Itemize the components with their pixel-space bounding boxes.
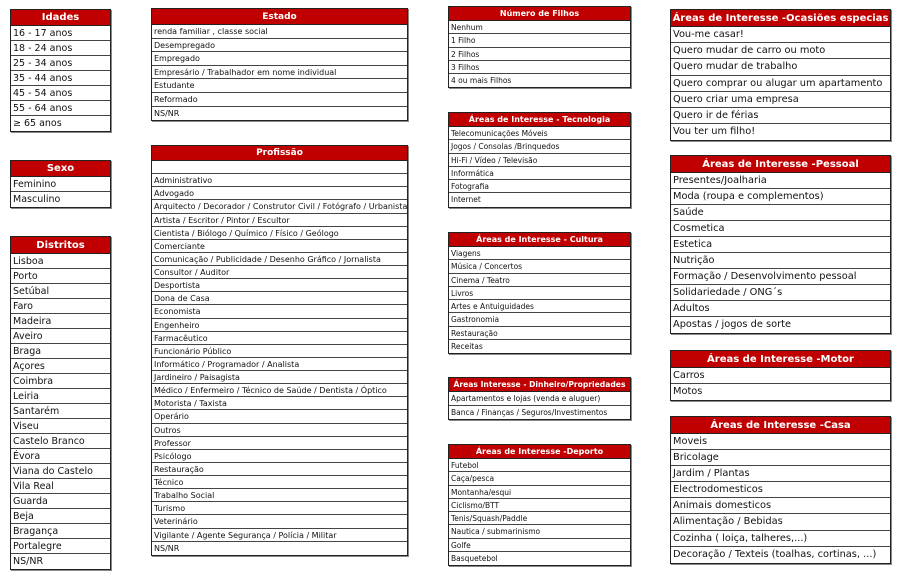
table-motor: [670, 350, 891, 401]
table-cell[interactable]: Moveis: [671, 434, 890, 450]
table-cell[interactable]: Economista: [152, 305, 407, 318]
table-cell[interactable]: Aveiro: [11, 329, 110, 344]
table-cell[interactable]: Tenis/Squash/Paddle: [449, 512, 630, 525]
table-cell[interactable]: NS/NR: [154, 108, 180, 118]
table-cell[interactable]: Operário: [152, 410, 407, 423]
table-cell[interactable]: Cinema / Teatro: [449, 274, 630, 287]
table-cell[interactable]: Médico / Enfermeiro / Técnico de Saúde / Dentista / Óptico: [152, 384, 407, 397]
table-cell[interactable]: Formação / Desenvolvimento pessoal: [671, 269, 890, 285]
table-cell[interactable]: Vou ter um filho!: [673, 126, 756, 138]
table-cell[interactable]: Vou-me casar!: [671, 27, 890, 43]
table-cell[interactable]: ≥ 65 anos: [13, 118, 62, 129]
table-cell[interactable]: Receitas: [451, 342, 483, 352]
table-casa: [670, 416, 891, 564]
table-cell[interactable]: Jardim / Plantas: [671, 466, 890, 482]
table-cell[interactable]: Comerciante: [152, 240, 407, 253]
table-cell[interactable]: Motos: [673, 386, 703, 397]
table-cell[interactable]: Viana do Castelo: [11, 464, 110, 479]
table-cell[interactable]: Cosmetica: [671, 221, 890, 237]
table-header: Áreas de Interesse - Tecnologia: [449, 113, 630, 127]
table-cell[interactable]: Música / Concertos: [449, 260, 630, 273]
table-cell[interactable]: Setúbal: [11, 284, 110, 299]
table-cell[interactable]: Moda (roupa e complementos): [671, 189, 890, 205]
table-profissao: [151, 145, 408, 556]
table-cell[interactable]: Faro: [11, 299, 110, 314]
table-cell[interactable]: Madeira: [11, 314, 110, 329]
table-cell[interactable]: Jardineiro / Paisagista: [152, 371, 407, 384]
table-cell[interactable]: Técnico: [152, 476, 407, 489]
table-cell[interactable]: Engenheiro: [152, 319, 407, 332]
table-cell[interactable]: NS/NR: [13, 556, 44, 567]
table-cell[interactable]: Coimbra: [11, 374, 110, 389]
table-cell[interactable]: Artista / Escritor / Pintor / Escultor: [152, 214, 407, 227]
table-cell[interactable]: Empregado: [152, 52, 407, 66]
table-header: Áreas de Interesse -Pessoal: [671, 156, 890, 173]
table-cell[interactable]: Cozinha ( loiça, talheres,...): [671, 531, 890, 547]
table-cell[interactable]: Feminino: [11, 177, 110, 192]
table-cell[interactable]: Hi-Fi / Vídeo / Televisão: [449, 154, 630, 167]
table-cell[interactable]: Porto: [11, 269, 110, 284]
table-cell[interactable]: Bragança: [11, 524, 110, 539]
table-cell[interactable]: Viagens: [449, 247, 630, 260]
table-cell[interactable]: Veterinário: [152, 515, 407, 528]
table-cell[interactable]: Desempregado: [152, 39, 407, 53]
table-header: Áreas de Interesse -Casa: [671, 417, 890, 434]
table-header: Sexo: [11, 161, 110, 177]
table-header: Áreas de Interesse -Motor: [671, 351, 890, 368]
table-header: Profissão: [152, 146, 407, 161]
table-cell[interactable]: Presentes/Joalharia: [671, 173, 890, 189]
table-header: Distritos: [11, 237, 110, 254]
table-cell[interactable]: Decoração / Texteis (toalhas, cortinas, ...): [673, 548, 877, 560]
table-cell[interactable]: Braga: [11, 344, 110, 359]
table-cell[interactable]: Santarém: [11, 404, 110, 419]
table-cell[interactable]: Turismo: [152, 502, 407, 515]
table-cell[interactable]: Nautica / submarinismo: [449, 525, 630, 538]
table-cell[interactable]: Consultor / Auditor: [152, 266, 407, 279]
table-cell[interactable]: Viseu: [11, 419, 110, 434]
table-cell[interactable]: Montanha/esqui: [449, 486, 630, 499]
table-estado: [151, 8, 408, 121]
table-cell[interactable]: Informático / Programador / Analista: [152, 358, 407, 371]
table-idades: [10, 9, 111, 132]
table-cell[interactable]: Masculino: [13, 194, 61, 205]
table-cell[interactable]: Évora: [11, 449, 110, 464]
table-cell[interactable]: Vila Real: [11, 479, 110, 494]
table-cell[interactable]: Carros: [671, 368, 890, 384]
table-cell[interactable]: Arquitecto / Decorador / Construtor Civil / Fotógrafo / Urbanista: [152, 200, 407, 213]
table-cell[interactable]: Saúde: [671, 205, 890, 221]
table-cell[interactable]: Telecomunicações Móveis: [449, 127, 630, 140]
table-cell[interactable]: Administrativo: [152, 174, 407, 187]
table-cell[interactable]: Informática: [449, 167, 630, 180]
table-cell[interactable]: Desportista: [152, 279, 407, 292]
table-cultura: [448, 232, 631, 354]
table-cell[interactable]: 25 - 34 anos: [11, 56, 110, 71]
table-cell[interactable]: Estetica: [671, 237, 890, 253]
table-distritos: [10, 236, 111, 570]
table-cell[interactable]: Vigilante / Agente Segurança / Polícia / Militar: [152, 529, 407, 542]
table-cell[interactable]: Leiria: [11, 389, 110, 404]
table-cell[interactable]: Outros: [152, 424, 407, 437]
table-cell[interactable]: Adultos: [671, 301, 890, 317]
table-sexo: [10, 160, 111, 208]
table-cell[interactable]: Açores: [11, 359, 110, 374]
table-dinheiro: [448, 377, 631, 420]
table-cell[interactable]: Advogado: [152, 187, 407, 200]
table-cell[interactable]: Cientista / Biólogo / Químico / Físico / Geólogo: [152, 227, 407, 240]
table-cell[interactable]: Fotografia: [449, 180, 630, 193]
table-header: Estado: [152, 9, 407, 25]
table-cell[interactable]: Portalegre: [11, 539, 110, 554]
table-cell[interactable]: Beja: [11, 509, 110, 524]
table-cell[interactable]: 35 - 44 anos: [11, 71, 110, 86]
table-cell[interactable]: Quero comprar ou alugar um apartamento: [671, 76, 890, 92]
table-header: Áreas de Interesse -Ocasiões especias: [671, 10, 890, 27]
table-cell[interactable]: Professor: [152, 437, 407, 450]
table-cell[interactable]: Dona de Casa: [152, 292, 407, 305]
table-cell[interactable]: Artes e Antuiguidades: [449, 300, 630, 313]
table-pessoal: [670, 155, 891, 334]
table-cell[interactable]: Comunicação / Publicidade / Desenho Gráfico / Jornalista: [152, 253, 407, 266]
table-header: Áreas Interesse - Dinheiro/Propriedades: [449, 378, 630, 392]
table-cell[interactable]: 2 Filhos: [449, 48, 630, 61]
table-cell[interactable]: Restauração: [449, 327, 630, 340]
table-cell[interactable]: Bricolage: [671, 450, 890, 466]
table-cell[interactable]: Quero mudar de trabalho: [671, 59, 890, 75]
table-cell[interactable]: Jogos / Consolas /Brinquedos: [449, 140, 630, 153]
table-cell[interactable]: Motorista / Taxista: [152, 397, 407, 410]
table-cell[interactable]: Futebol: [449, 459, 630, 472]
table-cell[interactable]: Reformado: [152, 93, 407, 107]
table-cell[interactable]: Nutrição: [671, 253, 890, 269]
table-header: Número de Filhos: [449, 7, 630, 21]
table-tecnologia: [448, 112, 631, 208]
table-cell[interactable]: 4 ou mais Filhos: [451, 76, 512, 86]
table-ocasioes: [670, 9, 891, 141]
table-cell[interactable]: 16 - 17 anos: [11, 26, 110, 41]
table-cell[interactable]: Lisboa: [11, 254, 110, 269]
table-cell[interactable]: NS/NR: [154, 543, 180, 553]
table-cell[interactable]: Golfe: [449, 539, 630, 552]
table-cell[interactable]: Quero criar uma empresa: [671, 92, 890, 108]
table-cell[interactable]: renda familiar , classe social: [152, 25, 407, 39]
table-cell[interactable]: Basquetebol: [451, 554, 498, 564]
table-cell[interactable]: Livros: [449, 287, 630, 300]
table-cell[interactable]: Apostas / jogos de sorte: [673, 319, 791, 330]
table-cell[interactable]: Castelo Branco: [11, 434, 110, 449]
table-cell[interactable]: Caça/pesca: [449, 472, 630, 485]
table-header: Áreas de Interesse -Deporto: [449, 445, 630, 459]
table-filhos: [448, 6, 631, 88]
table-cell[interactable]: 3 Filhos: [449, 61, 630, 74]
table-cell[interactable]: Electrodomesticos: [671, 482, 890, 498]
table-cell[interactable]: Quero ir de férias: [671, 108, 890, 124]
table-cell[interactable]: Internet: [451, 195, 481, 205]
table-cell[interactable]: Alimentação / Bebidas: [671, 514, 890, 530]
table-cell[interactable]: 1 Filho: [449, 34, 630, 47]
table-cell[interactable]: Estudante: [152, 79, 407, 93]
table-cell[interactable]: Guarda: [11, 494, 110, 509]
table-cell[interactable]: Psicólogo: [152, 450, 407, 463]
table-cell[interactable]: Funcionário Público: [152, 345, 407, 358]
table-header: Idades: [11, 10, 110, 26]
table-cell[interactable]: Empresário / Trabalhador em nome individual: [152, 66, 407, 80]
table-deporto: [448, 444, 631, 566]
table-cell[interactable]: Quero mudar de carro ou moto: [671, 43, 890, 59]
table-cell[interactable]: Apartamentos e lojas (venda e aluguer): [449, 392, 630, 406]
table-cell[interactable]: 45 - 54 anos: [11, 86, 110, 101]
table-cell[interactable]: Animais domesticos: [671, 498, 890, 514]
table-cell[interactable]: Solidariedade / ONG´s: [671, 285, 890, 301]
table-cell[interactable]: Restauração: [152, 463, 407, 476]
table-cell[interactable]: 18 - 24 anos: [11, 41, 110, 56]
table-cell[interactable]: 55 - 64 anos: [11, 101, 110, 116]
table-cell[interactable]: Banca / Finanças / Seguros/Investimentos: [451, 407, 608, 417]
table-cell[interactable]: Ciclismo/BTT: [449, 499, 630, 512]
table-cell[interactable]: Gastronomia: [449, 313, 630, 326]
table-cell[interactable]: Nenhum: [449, 21, 630, 34]
table-cell[interactable]: [152, 161, 407, 174]
table-cell[interactable]: Farmacêutico: [152, 332, 407, 345]
table-header: Áreas de Interesse - Cultura: [449, 233, 630, 247]
table-cell[interactable]: Trabalho Social: [152, 489, 407, 502]
